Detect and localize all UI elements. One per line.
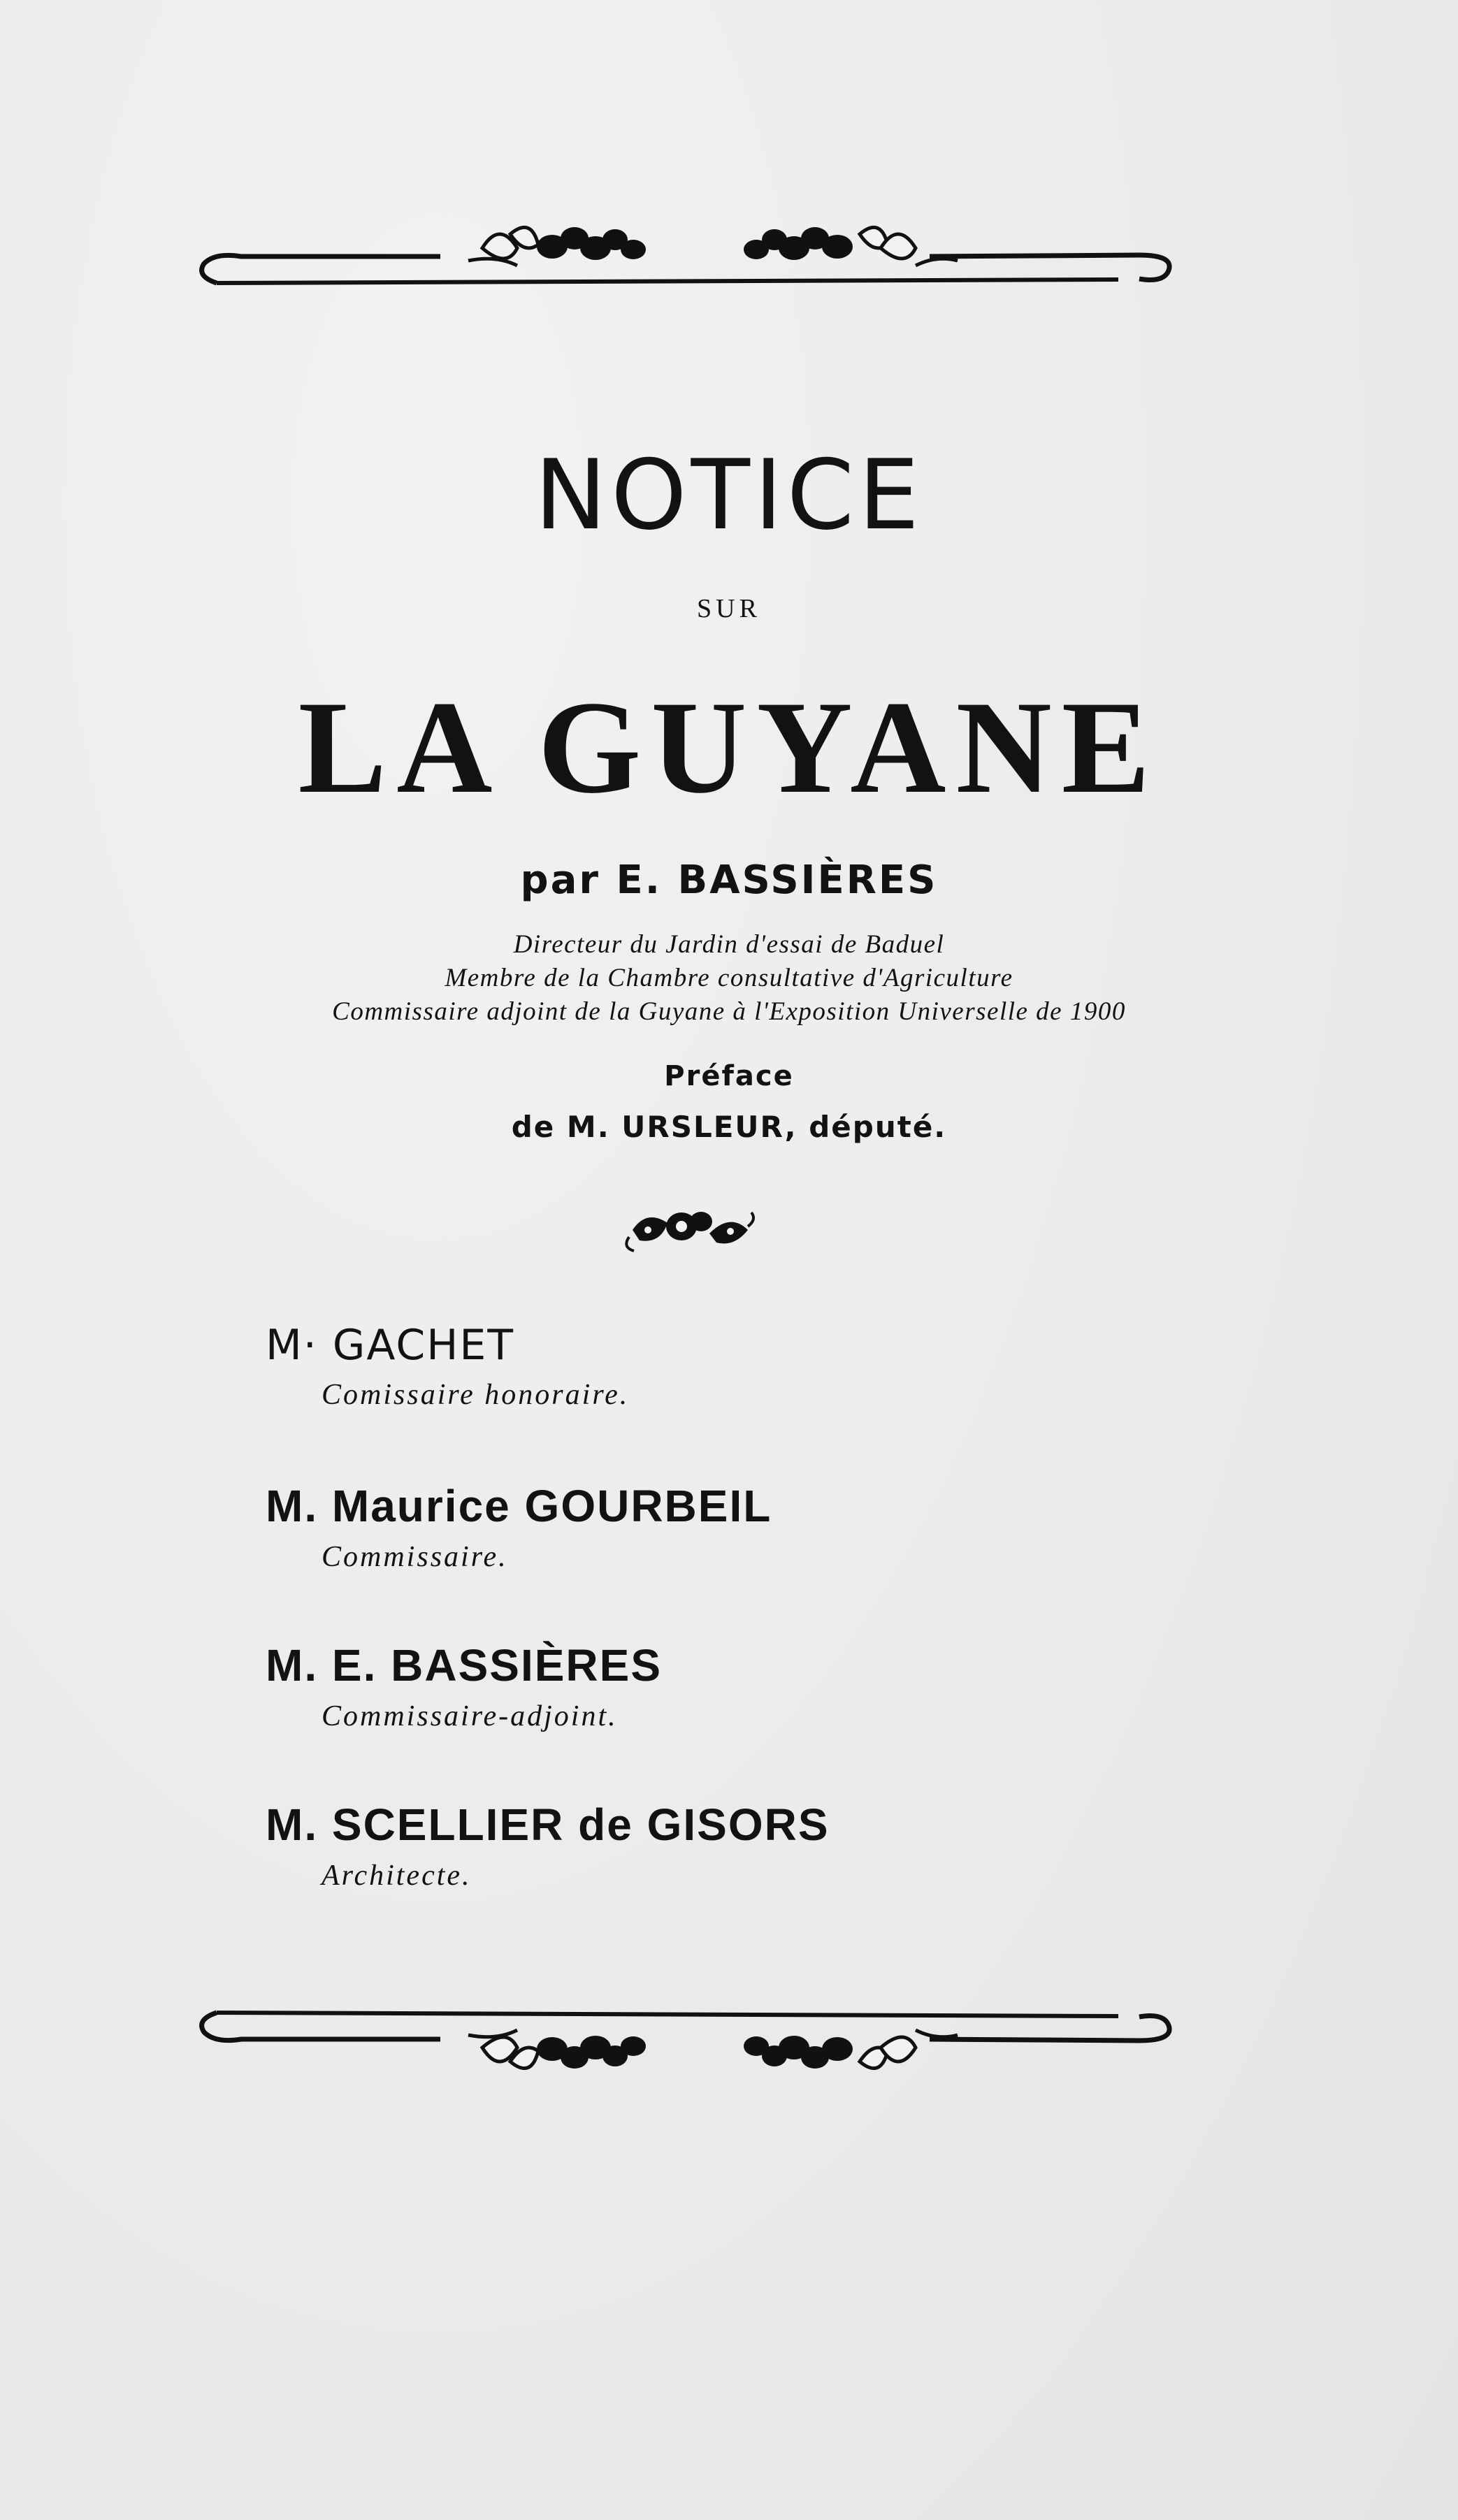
credit-line: Commissaire adjoint de la Guyane à l'Exposition Universelle de 1900 xyxy=(332,997,1126,1026)
preface-author: de M. URSLEUR, député. xyxy=(511,1110,947,1144)
preface-label: Préface xyxy=(664,1060,794,1092)
member-name: M. SCELLIER de GISORS xyxy=(266,1800,830,1850)
author-line: par E. BASSIÈRES xyxy=(520,857,938,903)
floral-rule-top-icon xyxy=(189,206,1181,304)
floral-flourish-icon xyxy=(619,1195,758,1265)
member-role: Commissaire. xyxy=(322,1541,508,1573)
author-credits xyxy=(0,928,1458,1029)
floral-rule-bottom-icon xyxy=(189,1992,1181,2090)
connector-text: SUR xyxy=(697,594,761,623)
member-name: M. E. BASSIÈRES xyxy=(266,1640,662,1690)
committee-member xyxy=(266,1802,1314,1962)
committee-list xyxy=(266,1321,1314,1962)
committee-member xyxy=(266,1321,1314,1484)
committee-member xyxy=(266,1640,1314,1802)
notice-title: NOTICE xyxy=(534,439,924,551)
credit-line: Directeur du Jardin d'essai de Baduel xyxy=(513,930,945,959)
main-subtitle: LA GUYANE xyxy=(298,674,1160,821)
member-role: Architecte. xyxy=(322,1860,472,1892)
member-name: M. Maurice GOURBEIL xyxy=(266,1481,772,1531)
member-name: M· GACHET xyxy=(266,1321,514,1370)
credit-line: Membre de la Chambre consultative d'Agriculture xyxy=(445,964,1013,992)
committee-member xyxy=(266,1481,1314,1643)
member-role: Commissaire-adjoint. xyxy=(322,1700,618,1732)
member-role: Comissaire honoraire. xyxy=(322,1379,630,1411)
